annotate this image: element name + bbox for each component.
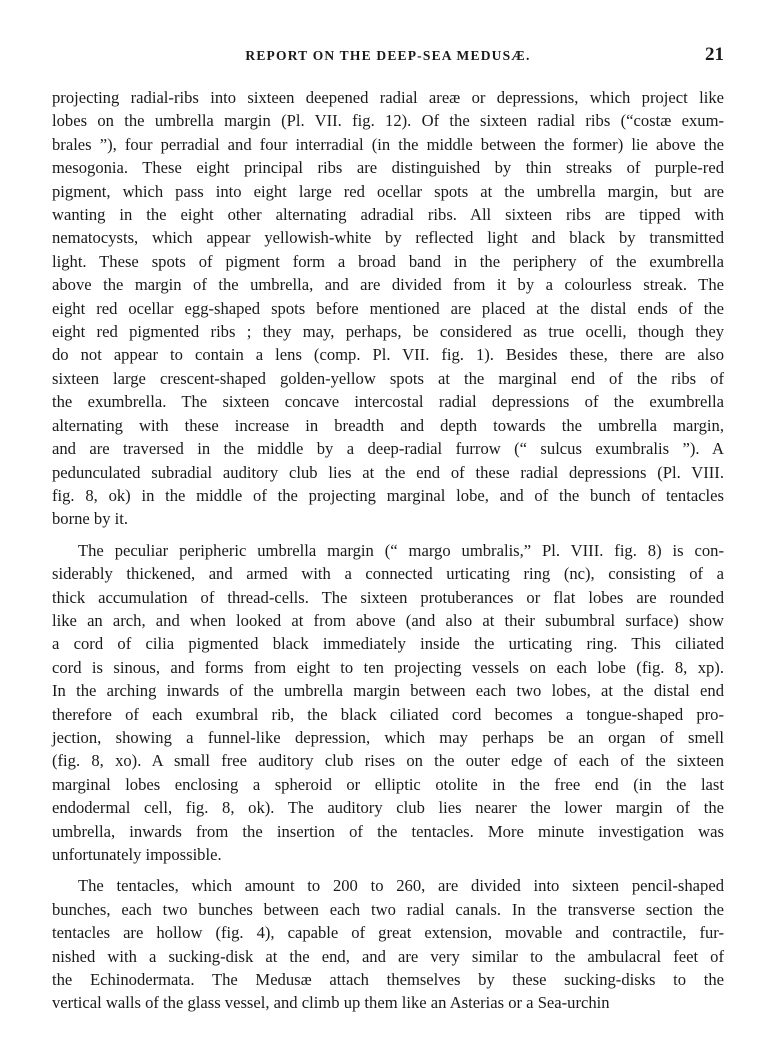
text-line: thick accumulation of thread-cells. The sixteen protuberances or flat lobes are rounded (52, 587, 724, 607)
text-line: above the margin of the umbrella, and are divided from it by a colourless streak. The (52, 275, 724, 295)
body-text (52, 86, 724, 1015)
text-line: eight red pigmented ribs ; they may, perhaps, be considered as true ocelli, though they (52, 322, 724, 342)
text-line: The peculiar peripheric umbrella margin (“ margo umbralis,” Pl. VIII. fig. 8) is con- (78, 540, 724, 560)
text-line: alternating with these increase in breadth and depth towards the umbrella margin, (52, 415, 724, 435)
paragraph-1 (52, 86, 724, 531)
text-line: and are traversed in the middle by a deep-radial furrow (“ sulcus exumbralis ”). A (52, 439, 724, 459)
text-line: nematocysts, which appear yellowish-white by reflected light and black by transmitted (52, 228, 724, 248)
text-line: jection, showing a funnel-like depression, which may perhaps be an organ of smell (52, 727, 724, 747)
text-line: nished with a sucking-disk at the end, and are very similar to the ambulacral feet of (52, 946, 724, 966)
text-line: eight red ocellar egg-shaped spots before mentioned are placed at the distal ends of the (52, 298, 724, 318)
text-line: marginal lobes enclosing a spheroid or elliptic otolite in the free end (in the last (52, 774, 724, 794)
text-line: therefore of each exumbral rib, the black ciliated cord becomes a tongue-shaped pro- (52, 704, 724, 724)
paragraph-3 (52, 874, 724, 1014)
page-header (52, 44, 724, 66)
paragraph-2 (52, 539, 724, 867)
text-line: pigment, which pass into eight large red ocellar spots at the umbrella margin, but are (52, 181, 724, 201)
running-title: REPORT ON THE DEEP-SEA MEDUSÆ. (245, 48, 531, 63)
text-line: light. These spots of pigment form a broad band in the periphery of the exumbrella (52, 251, 724, 271)
page-number: 21 (705, 44, 724, 65)
text-line: In the arching inwards of the umbrella margin between each two lobes, at the distal end (52, 681, 724, 701)
text-line: (fig. 8, xo). A small free auditory club rises on the outer edge of each of the sixteen (52, 751, 724, 771)
text-line: do not appear to contain a lens (comp. Pl. VII. fig. 1). Besides these, there are also (52, 345, 724, 365)
text-line: the Echinodermata. The Medusæ attach themselves by these sucking-disks to the (52, 970, 724, 990)
text-line: the exumbrella. The sixteen concave intercostal radial depressions of the exumbrella (52, 392, 724, 412)
text-line: brales ”), four perradial and four interradial (in the middle between the former) lie above the (52, 134, 724, 154)
text-line: borne by it. (52, 509, 129, 529)
text-line: sixteen large crescent-shaped golden-yellow spots at the marginal end of the ribs of (52, 368, 724, 388)
text-line: like an arch, and when looked at from above (and also at their subumbral surface) show (52, 610, 724, 630)
text-line: bunches, each two bunches between each two radial canals. In the transverse section the (52, 899, 724, 919)
text-line: pedunculated subradial auditory club lies at the end of these radial depressions (Pl. VIII. (52, 462, 724, 482)
text-line: fig. 8, ok) in the middle of the projecting marginal lobe, and of the bunch of tentacles (52, 485, 724, 505)
text-line: projecting radial-ribs into sixteen deepened radial areæ or depressions, which project like (52, 88, 724, 107)
text-line: wanting in the eight other alternating adradial ribs. All sixteen ribs are tipped with (52, 205, 724, 225)
text-line: unfortunately impossible. (52, 845, 222, 864)
text-line: tentacles are hollow (fig. 4), capable of great extension, movable and contractile, fur- (52, 923, 724, 943)
text-line: endodermal cell, fig. 8, ok). The auditory club lies nearer the lower margin of the (52, 798, 724, 818)
text-line: siderably thickened, and armed with a connected urticating ring (nc), consisting of a (52, 564, 724, 584)
text-line: lobes on the umbrella margin (Pl. VII. fig. 12). Of the sixteen radial ribs (“costæ exum- (52, 111, 724, 131)
text-line: a cord of cilia pigmented black immediately inside the urticating ring. This ciliated (52, 634, 724, 654)
text-line: The tentacles, which amount to 200 to 260, are divided into sixteen pencil-shaped (78, 876, 724, 896)
text-line: mesogonia. These eight principal ribs are distinguished by thin streaks of purple-red (52, 158, 724, 178)
text-line: cord is sinous, and forms from eight to ten projecting vessels on each lobe (fig. 8, xp). (52, 657, 724, 677)
text-line: umbrella, inwards from the insertion of the tentacles. More minute investigation was (52, 821, 724, 841)
text-line: vertical walls of the glass vessel, and climb up them like an Asterias or a Sea-urchin (52, 993, 610, 1013)
